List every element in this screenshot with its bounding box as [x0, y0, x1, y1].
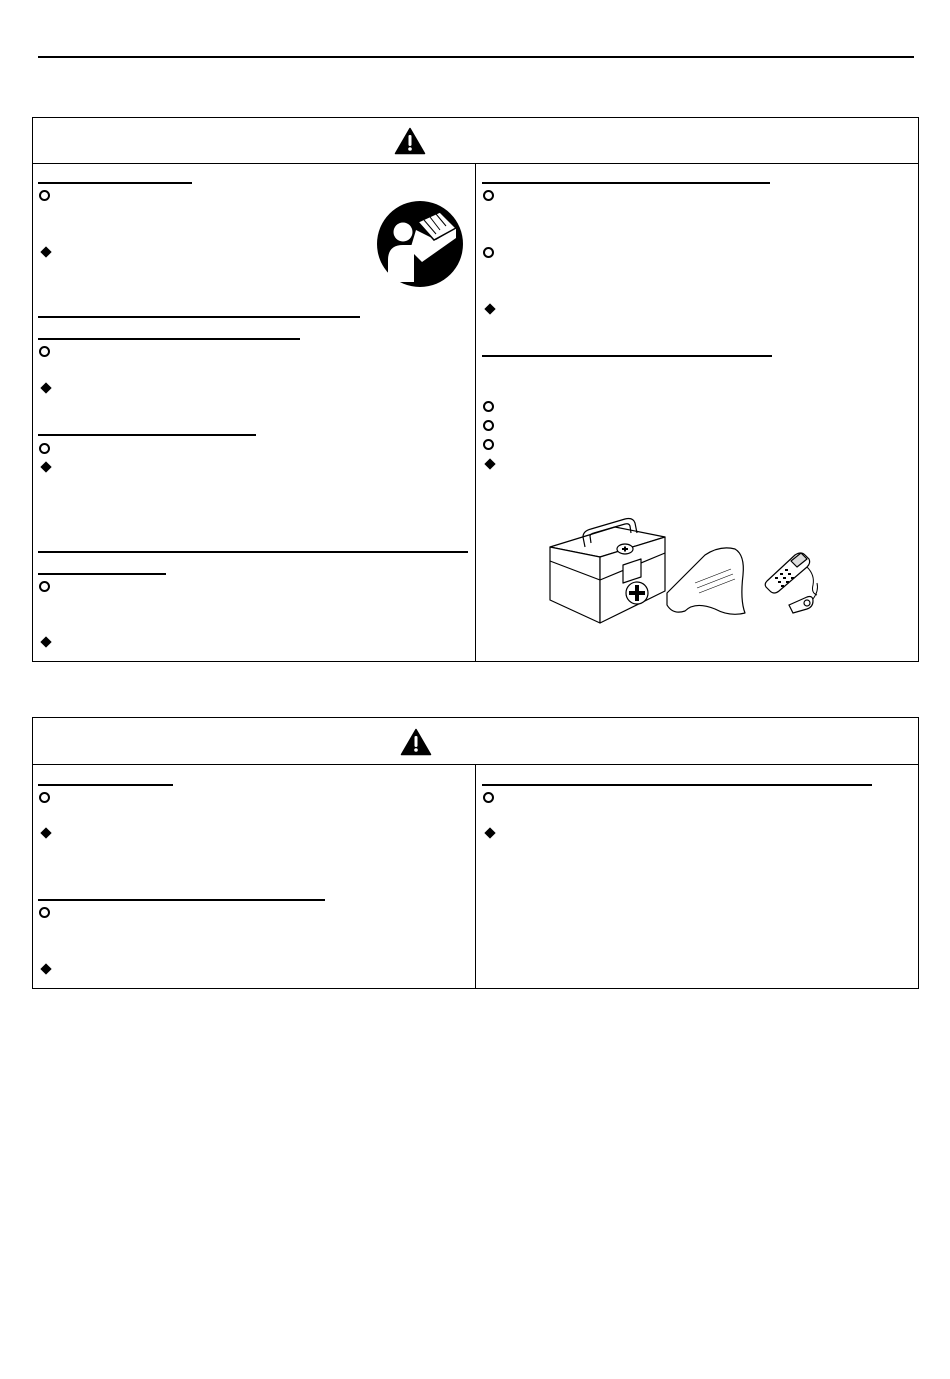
warning-panel-1-header — [33, 118, 918, 164]
section-heading-line — [38, 551, 468, 553]
section-heading-line — [38, 316, 360, 318]
circle-bullet — [39, 443, 50, 454]
section-heading-line — [38, 573, 166, 575]
header-rule — [38, 56, 914, 58]
warning-panel-2-header — [33, 718, 918, 765]
section-heading-line — [38, 338, 300, 340]
section-heading-line — [482, 182, 770, 184]
circle-bullet — [483, 190, 494, 201]
section-heading-line — [482, 355, 772, 357]
circle-bullet — [483, 247, 494, 258]
circle-bullet — [39, 907, 50, 918]
section-heading-line — [38, 899, 325, 901]
circle-bullet — [483, 420, 494, 431]
circle-bullet — [39, 190, 50, 201]
circle-bullet — [483, 401, 494, 412]
first-aid-kit-illustration — [545, 505, 845, 635]
warning-triangle-icon — [400, 728, 432, 756]
section-heading-line — [38, 434, 256, 436]
circle-bullet — [39, 581, 50, 592]
column-divider — [475, 765, 476, 988]
read-manual-icon — [376, 200, 464, 288]
column-divider — [475, 164, 476, 661]
circle-bullet — [483, 439, 494, 450]
circle-bullet — [39, 792, 50, 803]
warning-panel-2 — [32, 717, 919, 989]
section-heading-line — [482, 784, 872, 786]
circle-bullet — [483, 792, 494, 803]
section-heading-line — [38, 182, 192, 184]
warning-triangle-icon — [394, 127, 426, 155]
circle-bullet — [39, 346, 50, 357]
section-heading-line — [38, 784, 173, 786]
